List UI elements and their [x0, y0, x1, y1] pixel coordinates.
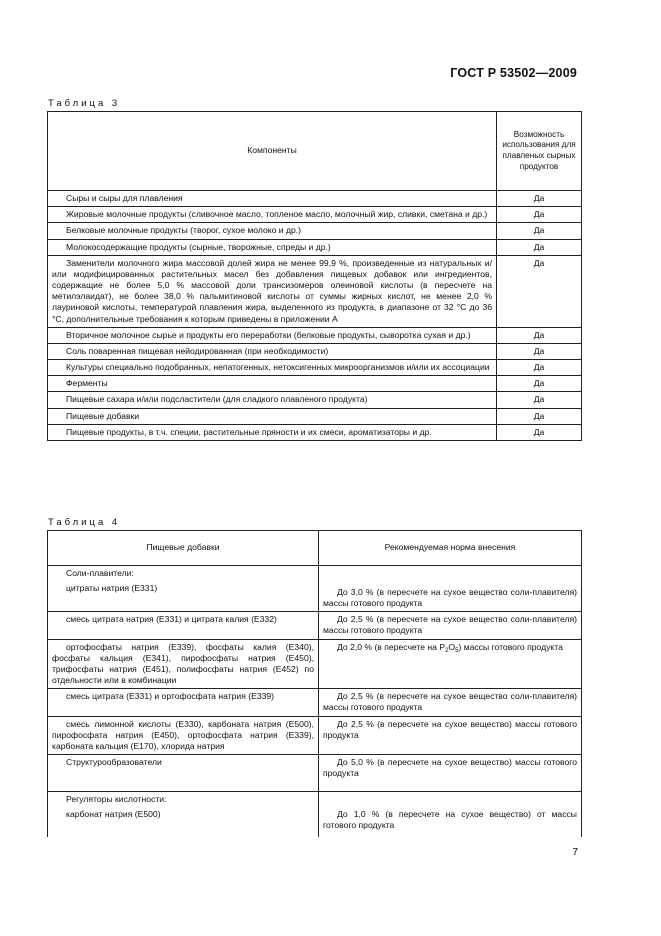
- component-cell: Культуры специально подобранных, непатогенных, нетоксигенных микроорганизмов и/или их ассоциации: [48, 360, 497, 376]
- allowed-cell: Да: [497, 376, 582, 392]
- component-cell: Соль поваренная пищевая нейодированная (при необходимости): [48, 343, 497, 359]
- norm-cell: До 2,5 % (в пересчете на сухое вещество) массы готового продукта: [319, 716, 582, 755]
- table3-col2-header: Возможность использования для плавленых сырных продуктов: [497, 112, 582, 191]
- subscript: 5: [455, 647, 459, 654]
- norm-cell: До 2,5 % (в пересчете на сухое вещество соли-плавителя) массы готового продукта: [319, 612, 582, 639]
- table-row: [48, 376, 582, 392]
- component-cell: Пищевые сахара и/или подсластители (для сладкого плавленого продукта): [48, 392, 497, 408]
- table-row: [48, 191, 582, 207]
- norm-cell: [319, 639, 582, 689]
- table-row: [48, 807, 582, 837]
- table-row: [48, 581, 582, 612]
- table3-col1-header: Компоненты: [48, 112, 497, 191]
- allowed-cell: Да: [497, 327, 582, 343]
- table3: [47, 111, 582, 441]
- component-cell: Молокосодержащие продукты (сырные, творожные, спреды и др.): [48, 239, 497, 255]
- table-row: [48, 408, 582, 424]
- group-title-cell: Соли-плавители:: [48, 566, 319, 582]
- table-row: [48, 639, 582, 689]
- norm-cell: До 5,0 % (в пересчете на сухое вещество) массы готового продукта: [319, 755, 582, 792]
- group-title-cell: Регуляторы кислотности:: [48, 792, 319, 808]
- page-number: 7: [572, 847, 578, 858]
- allowed-cell: Да: [497, 392, 582, 408]
- norm-cell: До 3,0 % (в пересчете на сухое вещество соли-плавителя) массы готового продукта: [319, 581, 582, 612]
- table-row: [48, 255, 582, 327]
- allowed-cell: Да: [497, 343, 582, 359]
- subscript: 2: [445, 647, 449, 654]
- allowed-cell: Да: [497, 207, 582, 223]
- allowed-cell: Да: [497, 191, 582, 207]
- component-cell: Пищевые продукты, в т.ч. специи, растительные пряности и их смеси, ароматизаторы и др.: [48, 424, 497, 440]
- component-cell: Вторичное молочное сырье и продукты его переработки (белковые продукты, сыворотка сухая и др.): [48, 327, 497, 343]
- component-cell: Белковые молочные продукты (творог, сухое молоко и др.): [48, 223, 497, 239]
- component-cell: Ферменты: [48, 376, 497, 392]
- table-row: [48, 716, 582, 755]
- table-row: [48, 424, 582, 440]
- table-row: [48, 239, 582, 255]
- additive-cell: Структурообразователи: [48, 755, 319, 792]
- table-row: [48, 755, 582, 792]
- component-cell: Сыры и сыры для плавления: [48, 191, 497, 207]
- table4-header-row: [48, 531, 582, 566]
- table-row: [48, 612, 582, 639]
- table4: [47, 530, 582, 837]
- allowed-cell: Да: [497, 223, 582, 239]
- norm-text-part: ) массы готового продукта: [458, 641, 563, 652]
- table3-caption: Таблица 3: [48, 98, 121, 109]
- table-row: [48, 223, 582, 239]
- allowed-cell: Да: [497, 408, 582, 424]
- table4-col2-header: Рекомендуемая норма внесения: [319, 531, 582, 566]
- norm-cell: [319, 566, 582, 582]
- table-row: [48, 689, 582, 716]
- allowed-cell: Да: [497, 255, 582, 327]
- norm-cell: До 1,0 % (в пересчете на сухое вещество) от массы готового продукта: [319, 807, 582, 837]
- additive-cell: ортофосфаты натрия (Е339), фосфаты калия (Е340), фосфаты кальция (Е341), пирофосфаты натрия (Е450), трифосфаты натрия (Е451), полифосфаты натрия (Е452) по отдельности или в комбинации: [48, 639, 319, 689]
- allowed-cell: Да: [497, 239, 582, 255]
- norm-text-part: O: [448, 641, 456, 652]
- component-cell: Пищевые добавки: [48, 408, 497, 424]
- table3-header-row: [48, 112, 582, 191]
- norm-text-part: До 2,0 % (в пересчете на P: [337, 641, 446, 652]
- additive-cell: смесь цитрата натрия (Е331) и цитрата калия (Е332): [48, 612, 319, 639]
- table-row: [48, 566, 582, 582]
- additive-cell: смесь цитрата (Е331) и ортофосфата натрия (Е339): [48, 689, 319, 716]
- table4-caption: Таблица 4: [48, 517, 121, 528]
- norm-cell: До 2,5 % (в пересчете на сухое вещество соли-плавителя) массы готового продукта: [319, 689, 582, 716]
- table-row: [48, 207, 582, 223]
- table-row: [48, 343, 582, 359]
- component-cell: Жировые молочные продукты (сливочное масло, топленое масло, молочный жир, сливки, сметана и др.): [48, 207, 497, 223]
- allowed-cell: Да: [497, 424, 582, 440]
- table-row: [48, 360, 582, 376]
- additive-cell: смесь лимонной кислоты (Е330), карбоната натрия (Е500), пирофосфата натрия (Е450), ортофосфата натрия (Е339), карбоната кальция (Е170), хлорида натрия: [48, 716, 319, 755]
- table-row: [48, 327, 582, 343]
- table-row: [48, 792, 582, 808]
- additive-cell: цитраты натрия (Е331): [48, 581, 319, 612]
- table-row: [48, 392, 582, 408]
- component-cell: Заменители молочного жира массовой долей жира не менее 99,9 %, произведенные из натуральных и/или модифицированных растительных масел без добавления пищевых добавок или ингредиентов, содержащие не более 5,0 % массовой доли трансизомеров олеиновой кислоты (в пересчете на метилэлаидат), не более 38,0 % пальмитиновой кислоты от суммы жирных кислот, не менее 2,0 % лауриновой кислоты, температурой плавления жира, выделенного из продукта, в диапазоне от 32 °C до 36 °C, дополнительные требования к которым приведены в приложении А: [48, 255, 497, 327]
- norm-cell: [319, 792, 582, 808]
- table4-col1-header: Пищевые добавки: [48, 531, 319, 566]
- additive-cell: карбонат натрия (Е500): [48, 807, 319, 837]
- allowed-cell: Да: [497, 360, 582, 376]
- standard-id: ГОСТ Р 53502—2009: [450, 66, 577, 80]
